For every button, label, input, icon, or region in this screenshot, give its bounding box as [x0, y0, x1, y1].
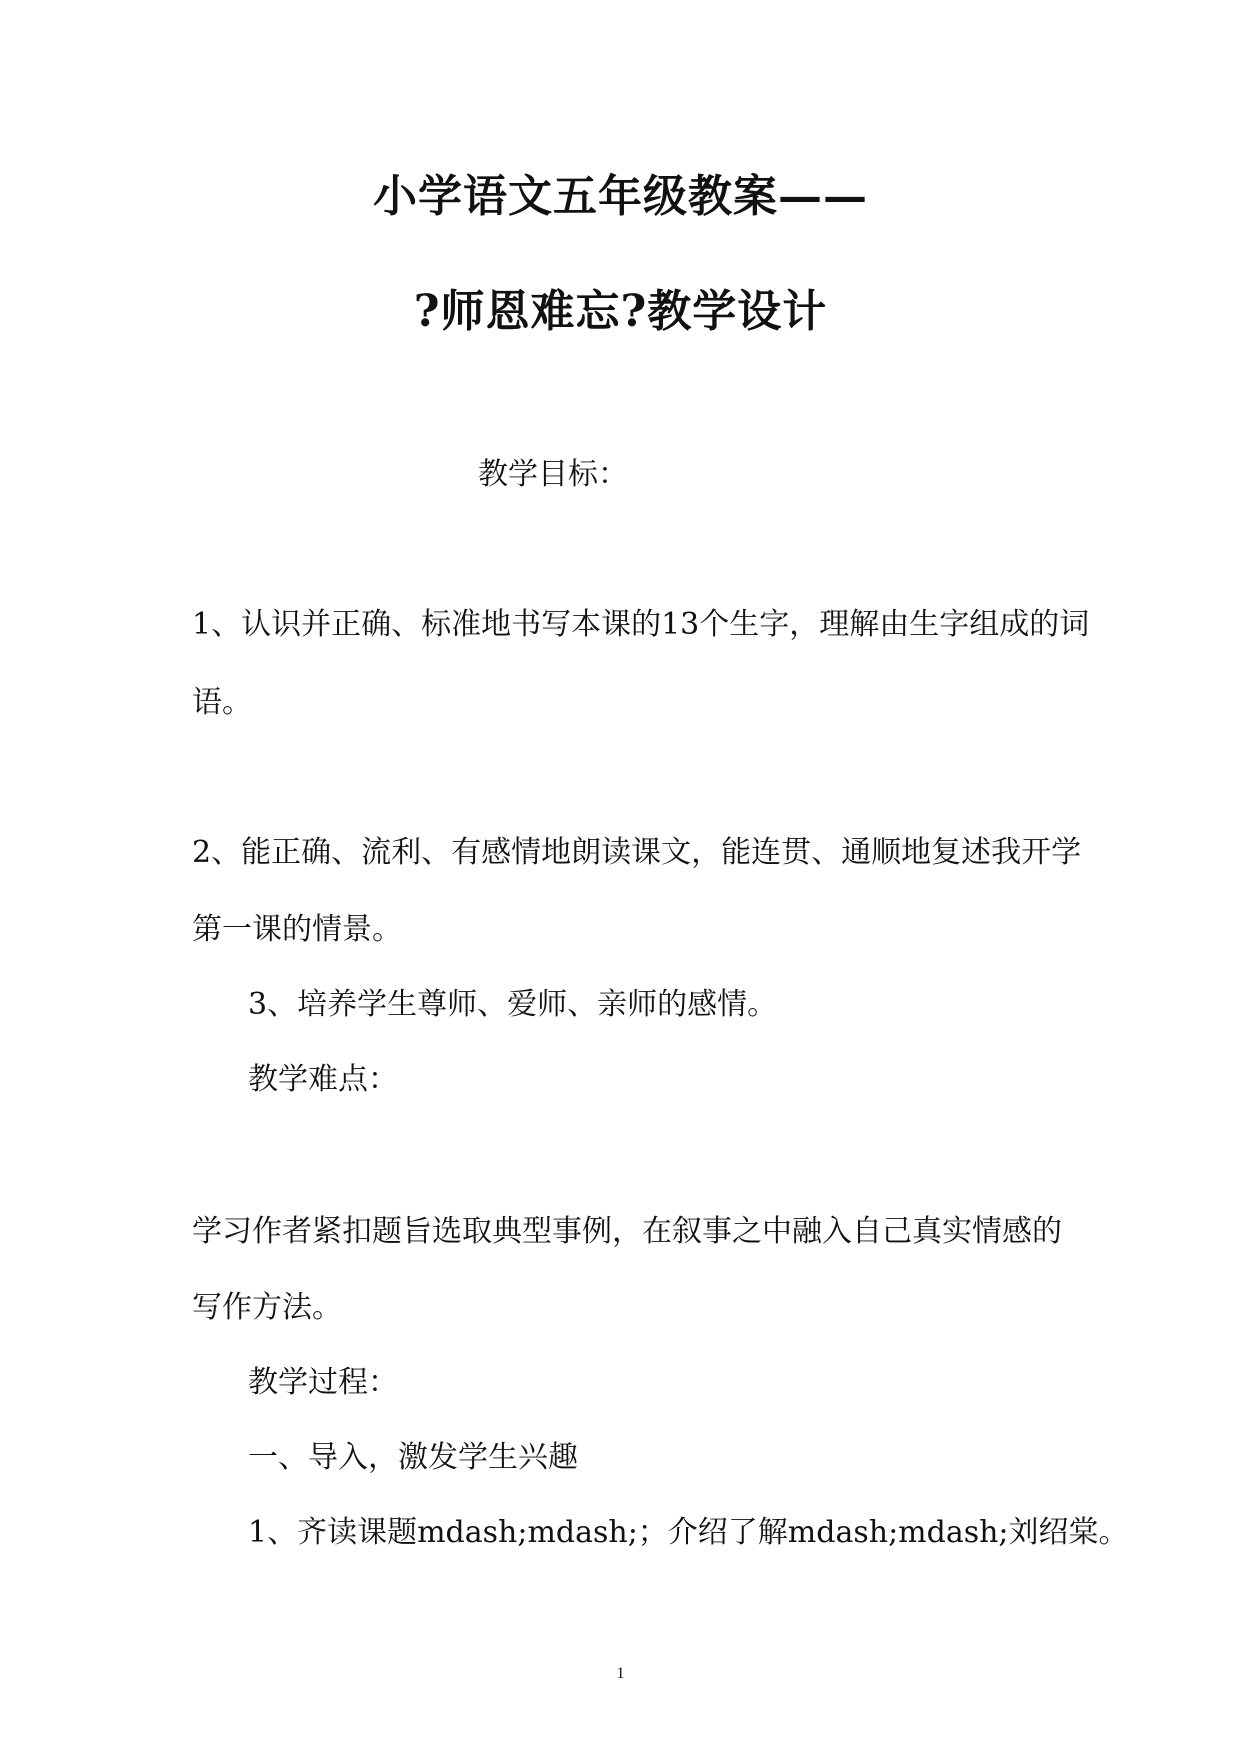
page-number: 1	[616, 1665, 625, 1682]
goal-1-line-1: 1、认识并正确、标准地书写本课的13个生字，理解由生字组成的词	[192, 607, 1090, 642]
difficulty-line-1: 学习作者紧扣题旨选取典型事例，在叙事之中融入自己真实情感的	[192, 1214, 1062, 1249]
goal-1-line-2: 语。	[192, 685, 252, 720]
document-title-line-2: ?师恩难忘?教学设计	[413, 286, 828, 337]
goal-2-line-2: 第一课的情景。	[192, 912, 402, 947]
goal-3: 3、培养学生尊师、爱师、亲师的感情。	[248, 987, 778, 1022]
goals-heading: 教学目标：	[478, 457, 628, 492]
process-heading: 教学过程：	[248, 1365, 398, 1400]
step-1-heading: 一、导入，激发学生兴趣	[248, 1440, 578, 1475]
step-1-item-1: 1、齐读课题mdash;mdash;；介绍了解mdash;mdash;刘绍棠。	[248, 1515, 1129, 1550]
document-title-line-1: 小学语文五年级教案——	[373, 171, 868, 222]
goal-2-line-1: 2、能正确、流利、有感情地朗读课文，能连贯、通顺地复述我开学	[192, 835, 1082, 870]
difficulty-heading: 教学难点：	[248, 1062, 398, 1097]
difficulty-line-2: 写作方法。	[192, 1290, 342, 1325]
